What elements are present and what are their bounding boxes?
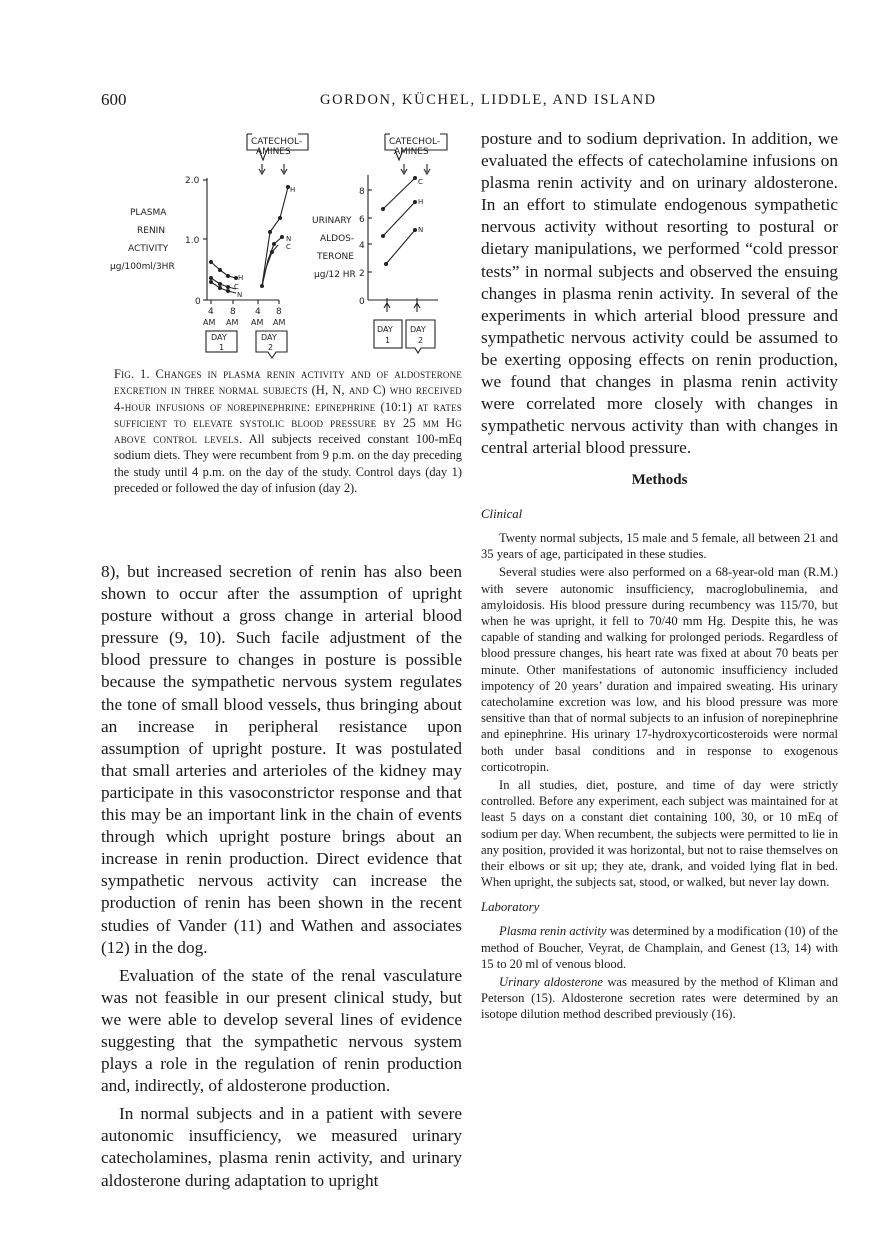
right-ytick-2: 2 (359, 269, 365, 279)
right-column-intro (481, 128, 838, 459)
right-label-H: H (418, 198, 424, 206)
term: Urinary aldosterone (499, 975, 603, 990)
right-ytick-6: 6 (359, 215, 365, 225)
paragraph: Plasma renin activity was determined by a modification (10) of the method of Boucher, Veyrat, de Champlain, and Genest (13, 14) with 15 to 20 ml of venous blood. (481, 924, 838, 971)
right-day1-num: 1 (385, 336, 391, 345)
right-label-C: C (418, 178, 423, 186)
right-catechol-label-1: CATECHOL- (389, 137, 441, 147)
figure-1-graphic (90, 120, 460, 360)
left-column (101, 561, 462, 1192)
left-ampm-2: AM (226, 318, 239, 327)
right-ylabel-4: μg/12 HR (314, 270, 356, 280)
left-day1-num: 1 (219, 343, 225, 352)
left-ylabel-4: μg/100ml/3HR (110, 262, 175, 272)
section-title: Methods (631, 472, 688, 488)
aldo-N (386, 230, 415, 264)
left-ylabel-2: RENIN (137, 226, 166, 236)
left-ampm-3: AM (251, 318, 264, 327)
left-xtick-day2-a: 4 (255, 307, 261, 317)
left-ampm-1: AM (203, 318, 216, 327)
left-ytick-2: 2.0 (185, 176, 200, 186)
left-d2-label-C: C (286, 243, 291, 251)
paragraph: Several studies were also performed on a 68-year-old man (R.M.) with severe autonomic insufficiency, macroglobulinemia, and amyloidosis. His blood pressure during recumbency was 115/70, but when he was upright, it fell to 70/40 mm Hg. Despite this, he was capable of standing and walking for prolonged periods. Regardless of blood pressure changes, his heart rate was fixed at about 70 beats per minute. Other manifestations of autonomic insufficiency included impotency of 20 years’ duration and impaired sweating. His urinary catecholamine excretion was low, and his blood pressure was more sensitive than that of normal subjects to an infusion of norepinephrine and epinephrine. His urinary 17-hydroxycorticosteroids were normal both under basal conditions and in response to exogenous corticotropin. (481, 565, 838, 774)
left-ytick-1: 1.0 (185, 236, 200, 246)
subsection-title: Clinical (481, 507, 523, 521)
caption-rest: All subjects received constant 100-mEq sodium diets. They were recumbent from 9 p.m. on the day preceding the study until 4 p.m. on the day of the study. Control days (day 1) preceded or followed the day of infusion (day 2). (114, 432, 462, 496)
caption-lead: Fig. 1. Changes in plasma renin activity and of aldosterone excretion in three normal subjects (H, N, and C) who received 4-hour infusions of norepinephrine: epinephrine (10:1) at rates sufficient to elevate systolic blood pressure by 25 mm Hg above control levels. (114, 367, 462, 447)
running-header-authors: GORDON, KÜCHEL, LIDDLE, AND ISLAND (320, 92, 657, 108)
methods-section (481, 468, 838, 1023)
right-ytick-8: 8 (359, 187, 365, 197)
left-d1-label-H: H (238, 274, 244, 282)
left-day2-num: 2 (268, 343, 274, 352)
page-number: 600 (101, 90, 127, 109)
paragraph: In all studies, diet, posture, and time of day were strictly controlled. Before any experiment, each subject was maintained for at least 5 days on a constant diet containing 100, 30, or 10 mEq of sodium per day. When recumbent, the subjects were permitted to lie in any position, provided it was horizontal, but not to raise themselves on their elbows or sit up; they ate, drank, and voided lying flat in bed. When upright, the subjects sat, stood, or walked, but never lay down. (481, 778, 838, 890)
right-ylabel-2: ALDOS- (320, 234, 355, 244)
right-label-N: N (418, 226, 424, 234)
right-day2-num: 2 (418, 336, 424, 345)
paragraph: 8), but increased secretion of renin has also been shown to occur after the assumption of upright posture without a gross change in arterial blood pressure (9, 10). Such facile adjustment of the blood pressure to changes in posture is possible because the sympathetic nervous system regulates the tone of small blood vessels, thus bringing about an increase in peripheral resistance upon assumption of upright posture. It was postulated that small arteries and arterioles of the kidney may participate in this vasoconstrictor response and that this may be an important link in the chain of events through which upright posture brings about an increase in renin production. Direct evidence that sympathetic nervous activity can increase the production of renin has been shown in the recent studies of Vander (11) and Wathen and associates (12) in the dog. (101, 562, 462, 957)
right-ylabel-3: TERONE (317, 252, 354, 262)
paragraph: In normal subjects and in a patient with severe autonomic insufficiency, we measured urinary catecholamines, plasma renin activity, and urinary aldosterone during adaptation to upright (101, 1104, 462, 1190)
renin-day1-C (211, 278, 236, 289)
right-ytick-4: 4 (359, 241, 365, 251)
left-catechol-label-2: AMINES (256, 147, 291, 157)
right-day1-text: DAY (377, 325, 393, 334)
left-day2-text: DAY (261, 333, 277, 342)
renin-day1-H (211, 262, 236, 278)
subsection-title: Laboratory (481, 900, 540, 915)
paragraph: Twenty normal subjects, 15 male and 5 female, all between 21 and 35 years of age, participated in these studies. (481, 531, 838, 562)
left-ytick-0: 0 (195, 297, 201, 307)
term: Plasma renin activity (499, 924, 607, 939)
left-ampm-4: AM (273, 318, 286, 327)
figure-1 (90, 120, 460, 365)
left-ylabel-1: PLASMA (130, 208, 167, 218)
left-catechol-label-1: CATECHOL- (251, 137, 303, 147)
right-catechol-label-2: AMINES (394, 147, 429, 157)
left-d2-label-N: N (286, 235, 292, 243)
left-xtick-day2-b: 8 (276, 307, 282, 317)
left-d1-label-N: N (237, 291, 243, 299)
left-day1-text: DAY (211, 333, 227, 342)
left-d2-label-H: H (290, 186, 296, 194)
right-ytick-0: 0 (359, 297, 365, 307)
figure-caption (114, 366, 462, 496)
left-d1-label-C: C (234, 283, 239, 291)
left-xtick-day1-b: 8 (230, 307, 236, 317)
aldo-H (383, 202, 415, 236)
right-ylabel-1: URINARY (312, 216, 352, 226)
renin-day2-C (262, 245, 278, 286)
left-ylabel-3: ACTIVITY (128, 244, 169, 254)
aldo-C (383, 178, 415, 209)
right-day2-text: DAY (410, 325, 426, 334)
left-xtick-day1-a: 4 (208, 307, 214, 317)
paragraph: Urinary aldosterone was measured by the method of Kliman and Peterson (15). Aldosterone secretion rates were determined by an isotope dilution method described previously (16). (481, 975, 838, 1022)
paragraph: Evaluation of the state of the renal vasculature was not feasible in our present clinical study, but we were able to develop several lines of evidence suggesting that the sympathetic nervous system plays a role in the regulation of renin production and, indirectly, of aldosterone production. (101, 965, 462, 1096)
paragraph: posture and to sodium deprivation. In addition, we evaluated the effects of catecholamine infusions on plasma renin activity and on urinary aldosterone. In an effort to stimulate endogenous sympathetic nervous activity without resorting to postural or dietary manipulations, we performed “cold pressor tests” in normal subjects and observed the ensuing changes in plasma renin activity. In several of the experiments in which arterial blood pressure and sympathetic nervous activity could be assumed to be exerting opposing effects on renin production, we found that changes in plasma renin activity were correlated more closely with changes in sympathetic nervous activity than with changes in central arterial blood pressure. (481, 129, 838, 458)
renin-day2-N (262, 237, 282, 286)
